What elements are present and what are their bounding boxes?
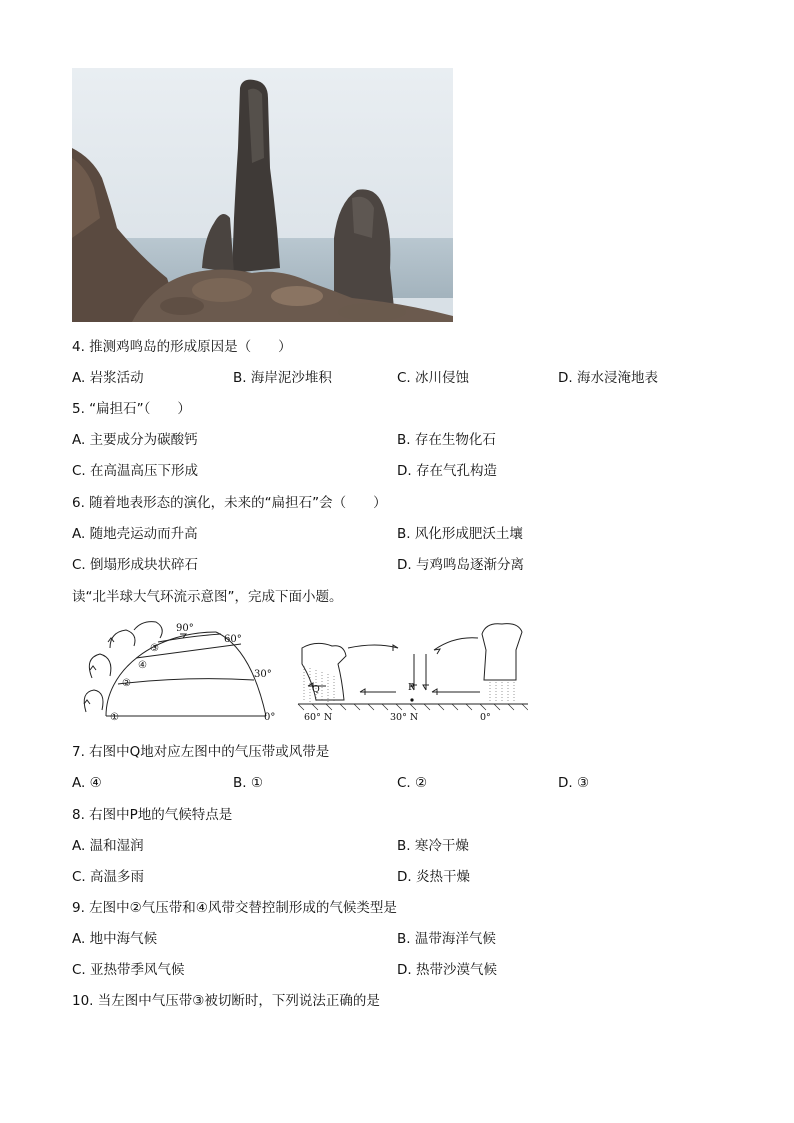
question-4-option-a[interactable]: A. 岩浆活动 [72, 370, 144, 386]
label-circle-3: ③ [150, 643, 159, 654]
label-0: 0° [480, 712, 491, 723]
question-4-option-b[interactable]: B. 海岸泥沙堆积 [233, 370, 332, 386]
question-5-option-c[interactable]: C. 在高温高压下形成 [72, 463, 199, 479]
sea-stack-photo [72, 68, 453, 322]
question-6-option-c[interactable]: C. 倒塌形成块状碎石 [72, 557, 199, 573]
question-9-option-b[interactable]: B. 温带海洋气候 [397, 931, 496, 947]
question-5-option-a[interactable]: A. 主要成分为碳酸钙 [72, 432, 198, 448]
question-10-stem: 10. 当左图中气压带③被切断时，下列说法正确的是 [72, 993, 380, 1009]
label-circle-2: ② [122, 678, 131, 689]
question-8-option-a[interactable]: A. 温和湿润 [72, 838, 144, 854]
question-7-option-c[interactable]: C. ② [397, 775, 428, 791]
question-6-option-a[interactable]: A. 随地壳运动而升高 [72, 526, 198, 542]
label-lat-60: 60° [224, 634, 242, 645]
label-p: P [408, 682, 415, 693]
label-q: Q [312, 684, 320, 695]
reading-intro: 读“北半球大气环流示意图”，完成下面小题。 [72, 589, 343, 605]
atmospheric-circulation-diagram [76, 620, 528, 732]
label-lat-0: 0° [264, 712, 276, 723]
question-9-option-d[interactable]: D. 热带沙漠气候 [397, 962, 497, 978]
label-lat-30: 30° [254, 669, 272, 680]
label-circle-4: ④ [138, 660, 147, 671]
question-6-stem: 6. 随着地表形态的演化，未来的“扁担石”会（ ） [72, 495, 387, 511]
question-7-option-d[interactable]: D. ③ [558, 775, 590, 791]
question-5-option-b[interactable]: B. 存在生物化石 [397, 432, 496, 448]
question-7-option-b[interactable]: B. ① [233, 775, 263, 791]
question-8-option-c[interactable]: C. 高温多雨 [72, 869, 145, 885]
label-lat-90: 90° [176, 623, 194, 634]
question-7-option-a[interactable]: A. ④ [72, 775, 102, 791]
label-30n: 30° N [390, 712, 419, 723]
question-9-option-a[interactable]: A. 地中海气候 [72, 931, 158, 947]
label-circle-1: ① [110, 712, 119, 723]
question-8-option-d[interactable]: D. 炎热干燥 [397, 869, 470, 885]
cross-section-diagram [298, 624, 528, 710]
question-6-option-d[interactable]: D. 与鸡鸣岛逐渐分离 [397, 557, 524, 573]
question-4-option-c[interactable]: C. 冰川侵蚀 [397, 370, 470, 386]
question-4-stem: 4. 推测鸡鸣岛的形成原因是（ ） [72, 339, 292, 355]
question-5-option-d[interactable]: D. 存在气孔构造 [397, 463, 497, 479]
question-6-option-b[interactable]: B. 风化形成肥沃土壤 [397, 526, 523, 542]
question-4-option-d[interactable]: D. 海水浸淹地表 [558, 370, 658, 386]
question-7-stem: 7. 右图中Q地对应左图中的气压带或风带是 [72, 744, 330, 760]
question-5-stem: 5. “扁担石”（ ） [72, 401, 191, 417]
question-9-stem: 9. 左图中②气压带和④风带交替控制形成的气候类型是 [72, 900, 397, 916]
question-8-stem: 8. 右图中P地的气候特点是 [72, 807, 233, 823]
question-8-option-b[interactable]: B. 寒冷干燥 [397, 838, 469, 854]
label-60n: 60° N [304, 712, 333, 723]
question-9-option-c[interactable]: C. 亚热带季风气候 [72, 962, 185, 978]
